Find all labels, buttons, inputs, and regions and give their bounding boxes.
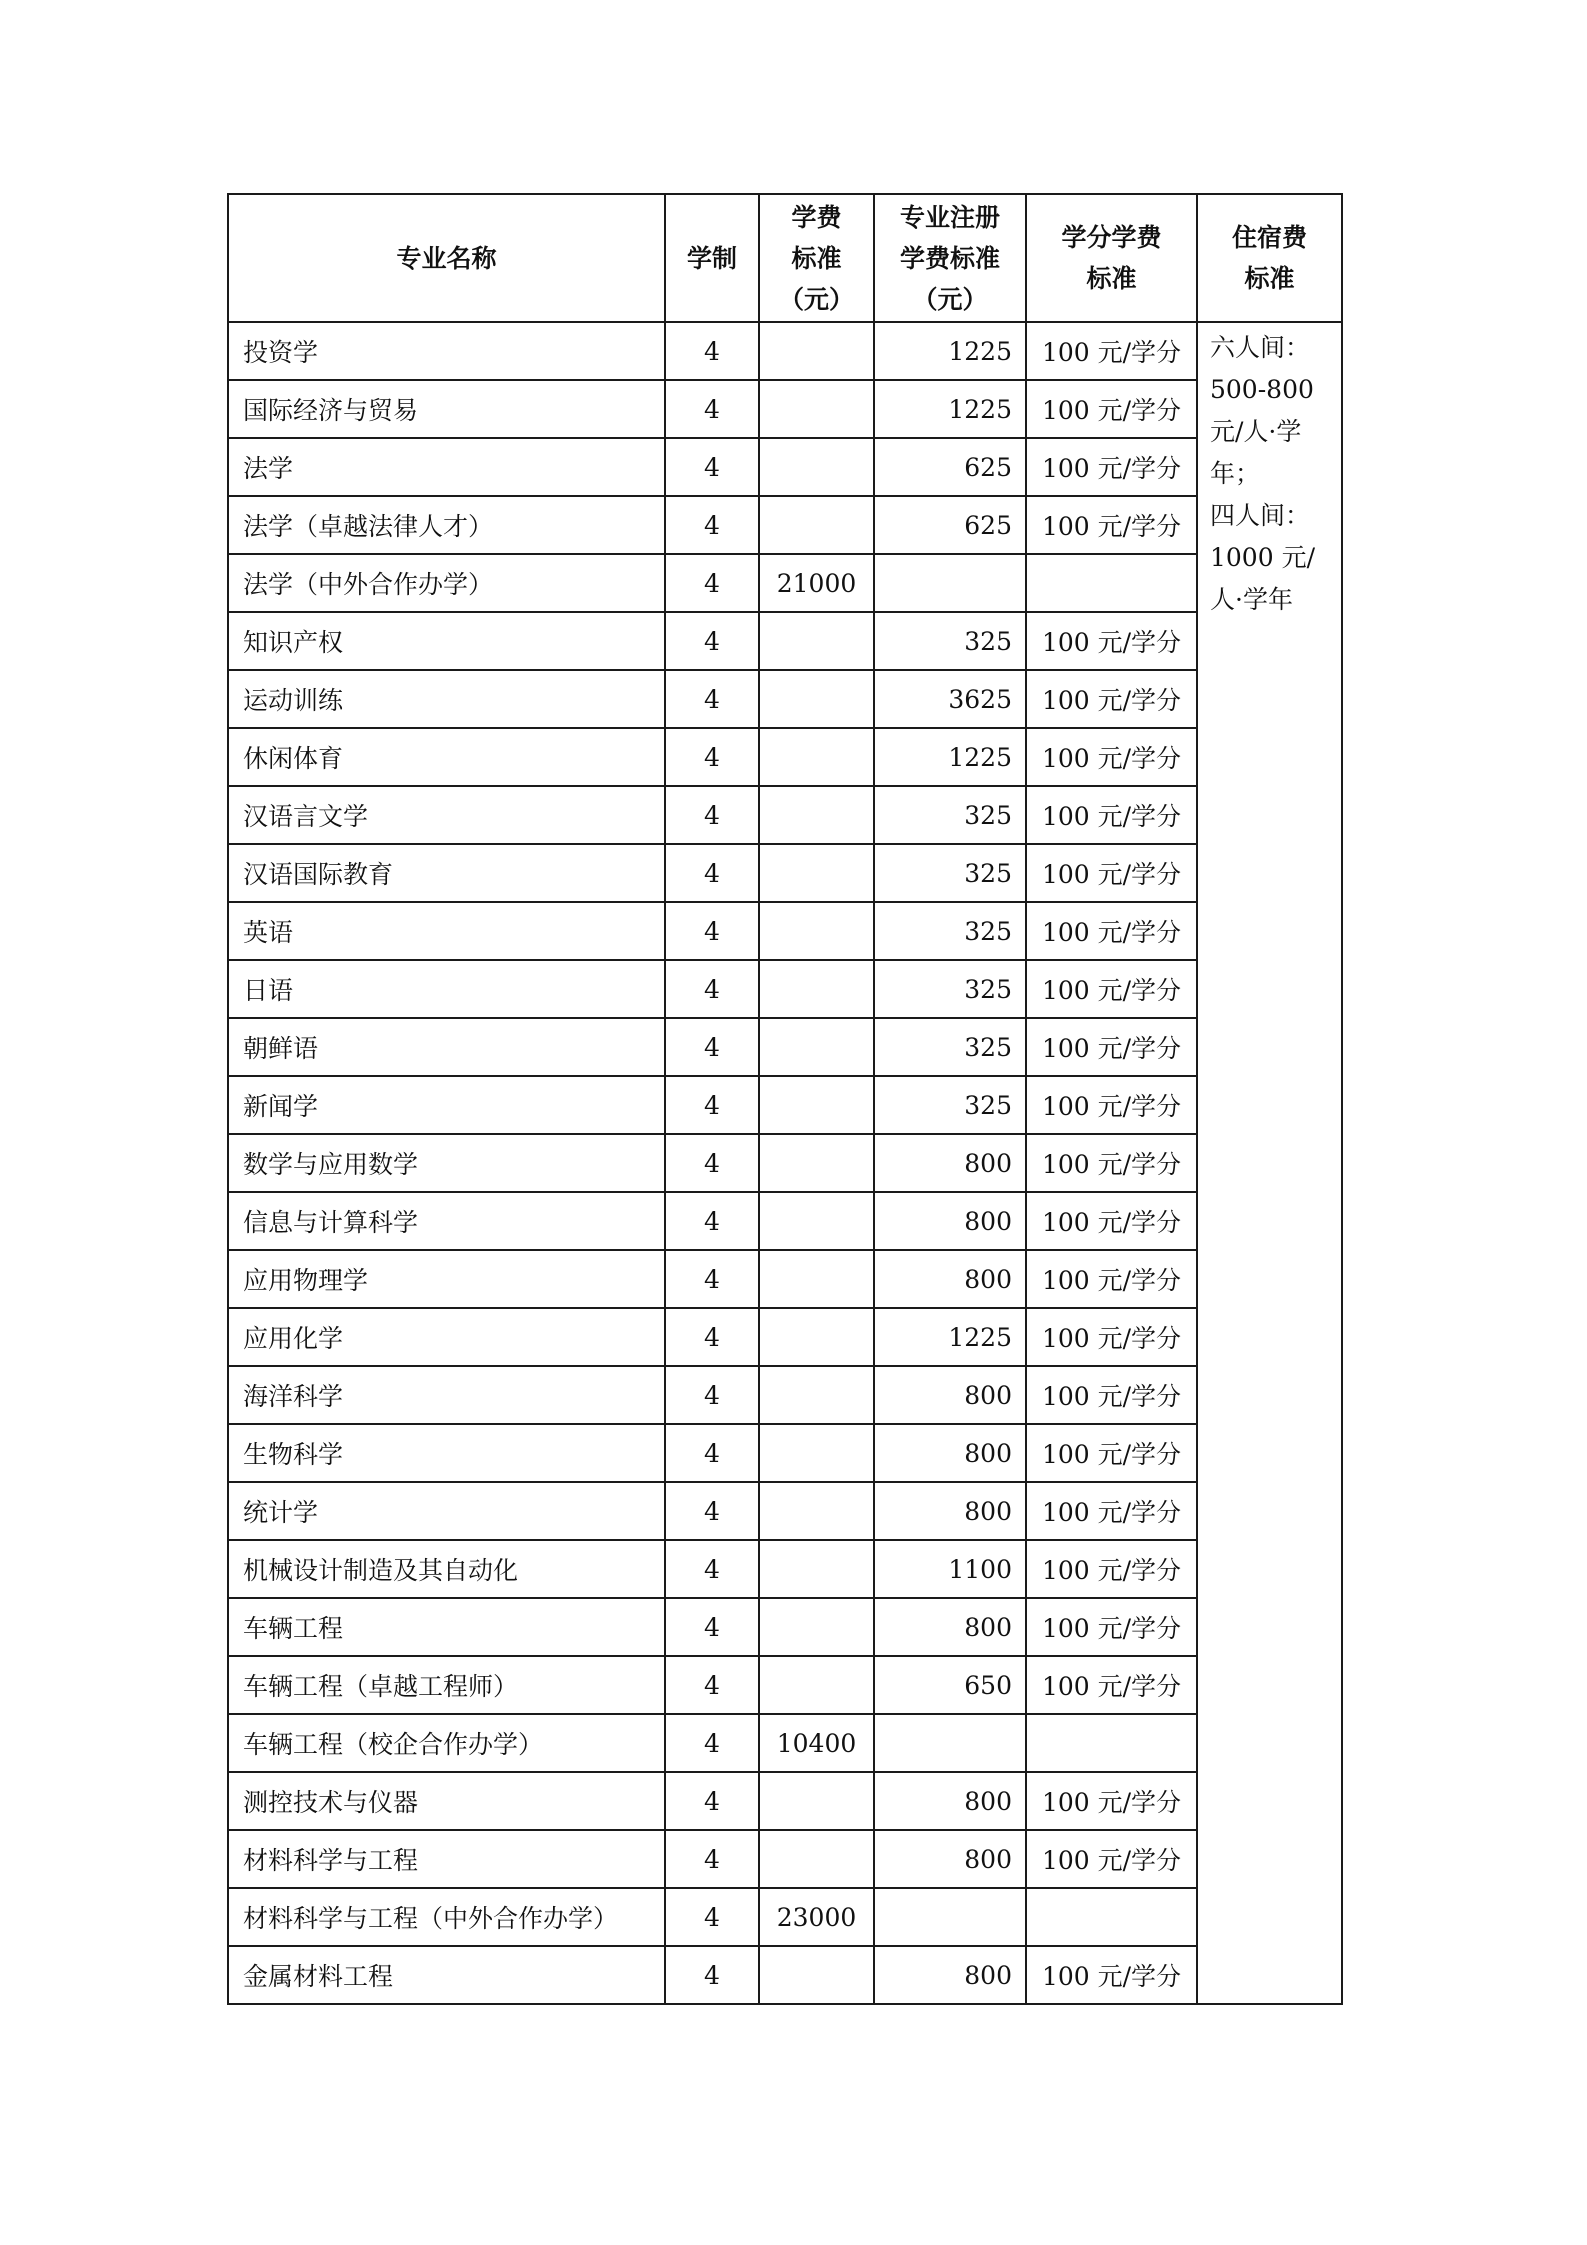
major-name-cell: 休闲体育 — [228, 728, 665, 786]
credit-fee-cell: 100 元/学分 — [1026, 1076, 1197, 1134]
tuition-cell — [759, 1656, 874, 1714]
tuition-cell — [759, 1946, 874, 2004]
credit-fee-cell: 100 元/学分 — [1026, 322, 1197, 380]
registration-fee-cell: 800 — [874, 1424, 1026, 1482]
registration-fee-cell: 1225 — [874, 380, 1026, 438]
table-row — [228, 1656, 1342, 1714]
table-row — [228, 612, 1342, 670]
credit-fee-cell: 100 元/学分 — [1026, 844, 1197, 902]
table-row — [228, 380, 1342, 438]
registration-fee-cell: 325 — [874, 960, 1026, 1018]
registration-fee-cell: 325 — [874, 1018, 1026, 1076]
years-cell: 4 — [665, 670, 759, 728]
major-name-cell: 日语 — [228, 960, 665, 1018]
dorm-note-line: 人·学年 — [1210, 585, 1293, 614]
fee-table — [227, 193, 1343, 2005]
credit-fee-cell: 100 元/学分 — [1026, 786, 1197, 844]
tuition-cell — [759, 1830, 874, 1888]
tuition-cell — [759, 1366, 874, 1424]
dorm-fee-cell — [1197, 322, 1342, 2004]
tuition-cell — [759, 1192, 874, 1250]
credit-fee-cell: 100 元/学分 — [1026, 438, 1197, 496]
table-row — [228, 1598, 1342, 1656]
years-cell: 4 — [665, 554, 759, 612]
registration-fee-cell: 1225 — [874, 1308, 1026, 1366]
registration-fee-cell: 800 — [874, 1482, 1026, 1540]
credit-fee-cell: 100 元/学分 — [1026, 612, 1197, 670]
registration-fee-cell: 325 — [874, 612, 1026, 670]
dorm-note-line: 六人间： — [1210, 333, 1311, 362]
credit-fee-cell: 100 元/学分 — [1026, 1656, 1197, 1714]
major-name-cell: 数学与应用数学 — [228, 1134, 665, 1192]
tuition-cell — [759, 1772, 874, 1830]
major-name-cell: 知识产权 — [228, 612, 665, 670]
table-row — [228, 844, 1342, 902]
major-name-cell: 新闻学 — [228, 1076, 665, 1134]
registration-fee-cell: 3625 — [874, 670, 1026, 728]
table-row — [228, 438, 1342, 496]
dorm-note-line: 元/人·学 — [1210, 417, 1302, 446]
table-row — [228, 728, 1342, 786]
major-name-cell: 生物科学 — [228, 1424, 665, 1482]
tuition-cell — [759, 1308, 874, 1366]
tuition-cell — [759, 1598, 874, 1656]
years-cell: 4 — [665, 960, 759, 1018]
major-name-cell: 汉语言文学 — [228, 786, 665, 844]
tuition-cell — [759, 496, 874, 554]
major-name-cell: 汉语国际教育 — [228, 844, 665, 902]
major-name-cell: 材料科学与工程 — [228, 1830, 665, 1888]
tuition-cell — [759, 1134, 874, 1192]
years-cell: 4 — [665, 1482, 759, 1540]
credit-fee-cell: 100 元/学分 — [1026, 496, 1197, 554]
years-cell: 4 — [665, 1772, 759, 1830]
credit-fee-cell: 100 元/学分 — [1026, 960, 1197, 1018]
table-row — [228, 1250, 1342, 1308]
years-cell: 4 — [665, 1308, 759, 1366]
tuition-cell — [759, 1424, 874, 1482]
table-row — [228, 1366, 1342, 1424]
tuition-cell — [759, 438, 874, 496]
registration-fee-cell: 650 — [874, 1656, 1026, 1714]
tuition-cell — [759, 960, 874, 1018]
credit-fee-cell: 100 元/学分 — [1026, 1946, 1197, 2004]
tuition-cell: 10400 — [759, 1714, 874, 1772]
dorm-note-line: 500-800 — [1210, 375, 1314, 404]
header-major-name: 专业名称 — [228, 194, 665, 322]
years-cell: 4 — [665, 1250, 759, 1308]
registration-fee-cell: 800 — [874, 1772, 1026, 1830]
major-name-cell: 测控技术与仪器 — [228, 1772, 665, 1830]
tuition-cell — [759, 380, 874, 438]
table-row — [228, 1888, 1342, 1946]
major-name-cell: 车辆工程 — [228, 1598, 665, 1656]
major-name-cell: 材料科学与工程（中外合作办学） — [228, 1888, 665, 1946]
table-row — [228, 1134, 1342, 1192]
years-cell: 4 — [665, 1946, 759, 2004]
registration-fee-cell: 800 — [874, 1192, 1026, 1250]
years-cell: 4 — [665, 612, 759, 670]
major-name-cell: 投资学 — [228, 322, 665, 380]
table-row — [228, 1946, 1342, 2004]
registration-fee-cell: 800 — [874, 1250, 1026, 1308]
major-name-cell: 法学（卓越法律人才） — [228, 496, 665, 554]
major-name-cell: 法学 — [228, 438, 665, 496]
registration-fee-cell: 800 — [874, 1946, 1026, 2004]
table-row — [228, 1308, 1342, 1366]
credit-fee-cell: 100 元/学分 — [1026, 1192, 1197, 1250]
credit-fee-cell — [1026, 554, 1197, 612]
tuition-cell — [759, 786, 874, 844]
years-cell: 4 — [665, 1018, 759, 1076]
credit-fee-cell: 100 元/学分 — [1026, 1830, 1197, 1888]
credit-fee-cell: 100 元/学分 — [1026, 1598, 1197, 1656]
table-row — [228, 1482, 1342, 1540]
years-cell: 4 — [665, 902, 759, 960]
table-row — [228, 670, 1342, 728]
tuition-cell: 21000 — [759, 554, 874, 612]
registration-fee-cell: 800 — [874, 1366, 1026, 1424]
major-name-cell: 统计学 — [228, 1482, 665, 1540]
registration-fee-cell: 325 — [874, 1076, 1026, 1134]
major-name-cell: 金属材料工程 — [228, 1946, 665, 2004]
credit-fee-cell: 100 元/学分 — [1026, 1366, 1197, 1424]
years-cell: 4 — [665, 1888, 759, 1946]
header-dorm-fee: 住宿费 标准 — [1197, 194, 1342, 322]
major-name-cell: 朝鲜语 — [228, 1018, 665, 1076]
credit-fee-cell: 100 元/学分 — [1026, 1308, 1197, 1366]
registration-fee-cell: 625 — [874, 438, 1026, 496]
registration-fee-cell — [874, 1888, 1026, 1946]
header-years: 学制 — [665, 194, 759, 322]
table-row — [228, 786, 1342, 844]
years-cell: 4 — [665, 1076, 759, 1134]
years-cell: 4 — [665, 322, 759, 380]
years-cell: 4 — [665, 380, 759, 438]
tuition-cell — [759, 322, 874, 380]
table-header-row — [228, 194, 1342, 322]
credit-fee-cell: 100 元/学分 — [1026, 1772, 1197, 1830]
years-cell: 4 — [665, 1598, 759, 1656]
credit-fee-cell — [1026, 1714, 1197, 1772]
table-row — [228, 554, 1342, 612]
table-body — [228, 322, 1342, 2004]
credit-fee-cell: 100 元/学分 — [1026, 1018, 1197, 1076]
credit-fee-cell: 100 元/学分 — [1026, 1482, 1197, 1540]
table-row — [228, 1714, 1342, 1772]
registration-fee-cell: 800 — [874, 1134, 1026, 1192]
years-cell: 4 — [665, 1366, 759, 1424]
major-name-cell: 应用化学 — [228, 1308, 665, 1366]
major-name-cell: 机械设计制造及其自动化 — [228, 1540, 665, 1598]
years-cell: 4 — [665, 844, 759, 902]
years-cell: 4 — [665, 1540, 759, 1598]
registration-fee-cell — [874, 554, 1026, 612]
years-cell: 4 — [665, 1424, 759, 1482]
credit-fee-cell: 100 元/学分 — [1026, 902, 1197, 960]
dorm-note-line: 1000 元/ — [1210, 543, 1315, 572]
registration-fee-cell: 625 — [874, 496, 1026, 554]
registration-fee-cell: 325 — [874, 844, 1026, 902]
table-row — [228, 1076, 1342, 1134]
tuition-cell — [759, 902, 874, 960]
major-name-cell: 英语 — [228, 902, 665, 960]
major-name-cell: 国际经济与贸易 — [228, 380, 665, 438]
table-row — [228, 1192, 1342, 1250]
years-cell: 4 — [665, 728, 759, 786]
years-cell: 4 — [665, 786, 759, 844]
tuition-cell — [759, 1076, 874, 1134]
table-row — [228, 1772, 1342, 1830]
tuition-cell — [759, 1018, 874, 1076]
years-cell: 4 — [665, 496, 759, 554]
header-registration-fee: 专业注册 学费标准 （元） — [874, 194, 1026, 322]
major-name-cell: 车辆工程（校企合作办学） — [228, 1714, 665, 1772]
credit-fee-cell: 100 元/学分 — [1026, 380, 1197, 438]
tuition-cell — [759, 670, 874, 728]
tuition-cell — [759, 728, 874, 786]
header-tuition: 学费 标准 （元） — [759, 194, 874, 322]
years-cell: 4 — [665, 1134, 759, 1192]
major-name-cell: 运动训练 — [228, 670, 665, 728]
major-name-cell: 法学（中外合作办学） — [228, 554, 665, 612]
registration-fee-cell — [874, 1714, 1026, 1772]
dorm-note-line: 年； — [1210, 459, 1261, 488]
registration-fee-cell: 1225 — [874, 728, 1026, 786]
table-row — [228, 960, 1342, 1018]
registration-fee-cell: 325 — [874, 786, 1026, 844]
years-cell: 4 — [665, 438, 759, 496]
dorm-note-line: 四人间： — [1210, 501, 1311, 530]
credit-fee-cell: 100 元/学分 — [1026, 1250, 1197, 1308]
table-row — [228, 1830, 1342, 1888]
tuition-cell: 23000 — [759, 1888, 874, 1946]
credit-fee-cell: 100 元/学分 — [1026, 1424, 1197, 1482]
credit-fee-cell — [1026, 1888, 1197, 1946]
table-row — [228, 1018, 1342, 1076]
table-row — [228, 902, 1342, 960]
credit-fee-cell: 100 元/学分 — [1026, 728, 1197, 786]
registration-fee-cell: 1100 — [874, 1540, 1026, 1598]
credit-fee-cell: 100 元/学分 — [1026, 1134, 1197, 1192]
table-row — [228, 1424, 1342, 1482]
credit-fee-cell: 100 元/学分 — [1026, 670, 1197, 728]
table-row — [228, 1540, 1342, 1598]
years-cell: 4 — [665, 1192, 759, 1250]
table-row — [228, 496, 1342, 554]
major-name-cell: 信息与计算科学 — [228, 1192, 665, 1250]
registration-fee-cell: 325 — [874, 902, 1026, 960]
table-row — [228, 322, 1342, 380]
registration-fee-cell: 800 — [874, 1830, 1026, 1888]
years-cell: 4 — [665, 1830, 759, 1888]
registration-fee-cell: 1225 — [874, 322, 1026, 380]
registration-fee-cell: 800 — [874, 1598, 1026, 1656]
years-cell: 4 — [665, 1656, 759, 1714]
header-credit-fee: 学分学费 标准 — [1026, 194, 1197, 322]
tuition-cell — [759, 1250, 874, 1308]
tuition-cell — [759, 1540, 874, 1598]
tuition-cell — [759, 844, 874, 902]
major-name-cell: 应用物理学 — [228, 1250, 665, 1308]
tuition-cell — [759, 612, 874, 670]
tuition-cell — [759, 1482, 874, 1540]
major-name-cell: 车辆工程（卓越工程师） — [228, 1656, 665, 1714]
years-cell: 4 — [665, 1714, 759, 1772]
major-name-cell: 海洋科学 — [228, 1366, 665, 1424]
credit-fee-cell: 100 元/学分 — [1026, 1540, 1197, 1598]
